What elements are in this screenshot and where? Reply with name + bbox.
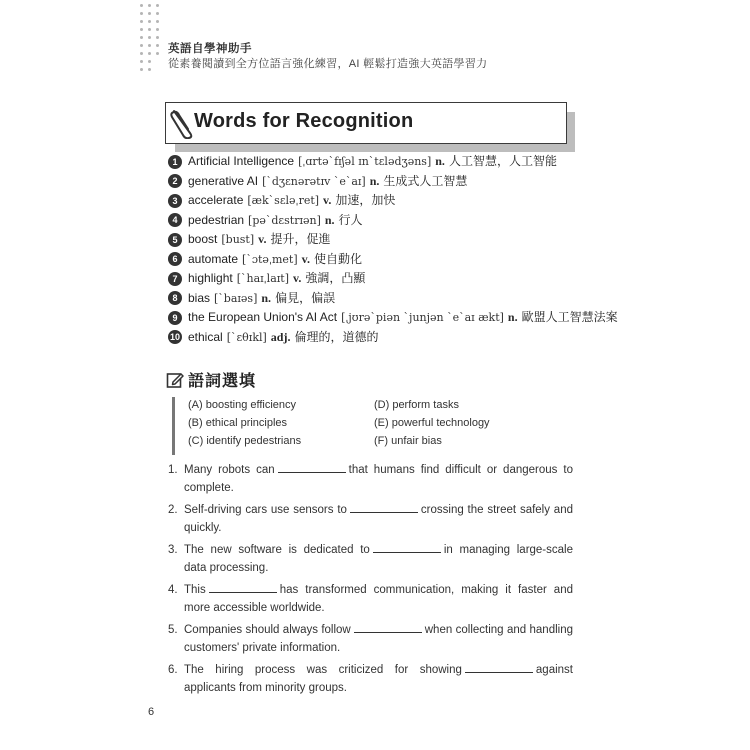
decorative-dot xyxy=(156,44,159,47)
question-text-after: that humans find difficult or dangerous to complete. xyxy=(184,464,573,494)
vocab-part-of-speech: v. xyxy=(323,193,332,207)
vocab-item xyxy=(168,250,588,270)
vocab-item xyxy=(168,172,588,192)
vocab-number-badge: 8 xyxy=(168,291,182,305)
question-item xyxy=(168,461,573,497)
answer-blank[interactable] xyxy=(354,622,422,633)
section-title: Words for Recognition xyxy=(194,110,414,132)
vocab-item xyxy=(168,191,588,211)
vocab-pronunciation: [bust] xyxy=(221,233,255,246)
vocab-number-badge: 5 xyxy=(168,233,182,247)
vocab-item xyxy=(168,308,618,328)
option-c: (C) identify pedestrians xyxy=(188,435,302,447)
question-item xyxy=(168,581,573,617)
vocab-number-badge: 9 xyxy=(168,311,182,325)
decorative-dot xyxy=(140,28,143,31)
vocab-number-badge: 6 xyxy=(168,252,182,266)
question-text-before: The hiring process was criticized for showing xyxy=(184,664,462,676)
vocab-part-of-speech: v. xyxy=(301,251,310,266)
decorative-dot xyxy=(148,44,151,47)
vocab-definition: 偏見，偏誤 xyxy=(275,290,336,305)
question-text-after: when collecting and handling customers' private information. xyxy=(184,624,573,654)
question-item xyxy=(168,541,573,577)
vocab-definition: 行人 xyxy=(338,212,363,227)
question-text-after: has transformed communication, making it faster and more accessible worldwide. xyxy=(184,584,573,614)
option-f: (F) unfair bias xyxy=(374,435,442,447)
vocab-definition: 強調，凸顯 xyxy=(305,271,366,285)
section-heading xyxy=(166,368,256,391)
vocab-part-of-speech: n. xyxy=(369,173,380,188)
vocab-number-badge: 3 xyxy=(168,194,182,208)
vocab-pronunciation: [ˋɔtəˌmet] xyxy=(242,252,298,266)
option-b: (B) ethical principles xyxy=(188,417,288,429)
decorative-dot xyxy=(148,68,151,71)
question-item xyxy=(168,501,573,537)
vocab-item xyxy=(168,230,588,250)
decorative-dot xyxy=(148,36,151,39)
decorative-dot xyxy=(156,4,159,7)
vocab-word: ethical xyxy=(188,329,223,344)
vocab-pronunciation: [ˌɑrtəˋfɪʃəl ɪnˋtɛlədʒəns] xyxy=(298,155,432,168)
decorative-dot xyxy=(156,52,159,55)
question-number: 5. xyxy=(168,624,178,636)
answer-blank[interactable] xyxy=(373,542,441,553)
question-text-after: crossing the street safely and quickly. xyxy=(184,504,573,534)
vocab-word: generative AI xyxy=(188,173,259,188)
question-text-before: This xyxy=(184,584,206,596)
answer-blank[interactable] xyxy=(278,462,346,473)
vocab-definition: 加速，加快 xyxy=(335,193,396,207)
question-number: 2. xyxy=(168,504,178,516)
series-subtitle: 從素養閱讀到全方位語言強化練習，AI 輕鬆打造強大英語學習力 xyxy=(168,58,488,70)
vocab-definition: 人工智慧，人工智能 xyxy=(448,154,557,168)
question-text-before: The new software is dedicated to xyxy=(184,544,370,556)
decorative-dot xyxy=(140,20,143,23)
decorative-dot xyxy=(140,60,143,63)
vocab-word: bias xyxy=(188,290,211,305)
vocab-word: pedestrian xyxy=(188,212,245,227)
vocab-item xyxy=(168,152,588,172)
page-number: 6 xyxy=(148,706,155,718)
vocab-pronunciation: [ækˋsɛləˌret] xyxy=(247,194,320,207)
answer-blank[interactable] xyxy=(465,662,533,673)
vocab-word: accelerate xyxy=(188,193,244,207)
vocab-item xyxy=(168,269,588,289)
vocab-part-of-speech: n. xyxy=(324,212,335,227)
option-e: (E) powerful technology xyxy=(374,417,490,429)
pencil-square-icon xyxy=(166,371,184,389)
section-title-box xyxy=(165,102,567,144)
decorative-dot xyxy=(148,20,151,23)
question-text-before: Many robots can xyxy=(184,464,275,476)
question-item xyxy=(168,621,573,657)
vocab-definition: 生成式人工智慧 xyxy=(383,173,468,188)
decorative-dot xyxy=(156,20,159,23)
vocab-number-badge: 10 xyxy=(169,332,180,343)
decorative-dot xyxy=(148,12,151,15)
vocab-word: highlight xyxy=(188,271,233,285)
vocab-part-of-speech: v. xyxy=(293,271,302,285)
vocab-word: Artificial Intelligence xyxy=(188,154,295,168)
decorative-dot xyxy=(148,52,151,55)
series-title: 英語自學神助手 xyxy=(168,43,252,55)
option-a: (A) boosting efficiency xyxy=(188,399,297,411)
vocab-number-badge: 4 xyxy=(168,213,182,227)
decorative-dot xyxy=(156,12,159,15)
vocab-number-badge: 2 xyxy=(168,174,182,188)
question-number: 6. xyxy=(168,664,178,676)
vocab-pronunciation: [pəˋdɛstrɪən] xyxy=(248,213,321,227)
vocab-part-of-speech: v. xyxy=(258,232,267,246)
question-item xyxy=(168,661,573,697)
question-number: 3. xyxy=(168,544,178,556)
vocab-item xyxy=(168,211,588,231)
vocab-part-of-speech: adj. xyxy=(270,329,291,344)
vocab-definition: 倫理的，道德的 xyxy=(294,329,379,344)
vocab-definition: 提升，促進 xyxy=(270,232,331,246)
vocab-part-of-speech: n. xyxy=(261,290,272,305)
vocab-item xyxy=(168,328,588,348)
vocab-pronunciation: [ˋɛθɪkl] xyxy=(226,330,267,344)
decorative-dot xyxy=(148,28,151,31)
vocab-word: the European Union's AI Act xyxy=(188,310,338,324)
decorative-dot xyxy=(156,36,159,39)
decorative-dot xyxy=(140,68,143,71)
vocab-definition: 使自動化 xyxy=(313,251,362,266)
decorative-dot xyxy=(156,28,159,31)
question-text-before: Self-driving cars use sensors to xyxy=(184,504,347,516)
vocab-pronunciation: [ˌjʊrəˋpiən ˋjunjən ˋeˋaɪ ækt] xyxy=(341,311,504,324)
question-text-before: Companies should always follow xyxy=(184,624,351,636)
answer-blank[interactable] xyxy=(350,502,418,513)
decorative-dot xyxy=(140,12,143,15)
vocab-pronunciation: [ˋdʒɛnərətɪv ˋeˋaɪ] xyxy=(262,174,366,188)
question-number: 4. xyxy=(168,584,178,596)
decorative-dot xyxy=(140,52,143,55)
vocab-part-of-speech: n. xyxy=(507,310,518,324)
decorative-dot xyxy=(140,44,143,47)
vocab-list xyxy=(168,152,618,347)
vocab-item xyxy=(168,289,588,309)
question-number: 1. xyxy=(168,464,178,476)
exercise-title: 語詞選填 xyxy=(188,373,257,390)
answer-blank[interactable] xyxy=(209,582,277,593)
vocab-pronunciation: [ˋbaɪəs] xyxy=(214,291,258,305)
decorative-dot xyxy=(140,36,143,39)
vocab-word: automate xyxy=(188,251,239,266)
word-bank xyxy=(172,397,555,455)
vocab-word: boost xyxy=(188,232,218,246)
question-text-after: in managing large-scale data processing. xyxy=(184,544,573,574)
decorative-dot xyxy=(140,4,143,7)
question-list xyxy=(168,461,573,701)
option-d: (D) perform tasks xyxy=(374,399,459,411)
vocab-number-badge: 7 xyxy=(168,272,182,286)
question-text-after: against applicants from minority groups. xyxy=(184,664,573,694)
decorative-dot xyxy=(148,60,151,63)
decorative-dot xyxy=(148,4,151,7)
vocab-pronunciation: [ˋhaɪˌlaɪt] xyxy=(236,272,289,285)
vocab-number-badge: 1 xyxy=(168,155,182,169)
vocab-definition: 歐盟人工智慧法案 xyxy=(521,310,618,324)
vocab-part-of-speech: n. xyxy=(435,154,445,168)
